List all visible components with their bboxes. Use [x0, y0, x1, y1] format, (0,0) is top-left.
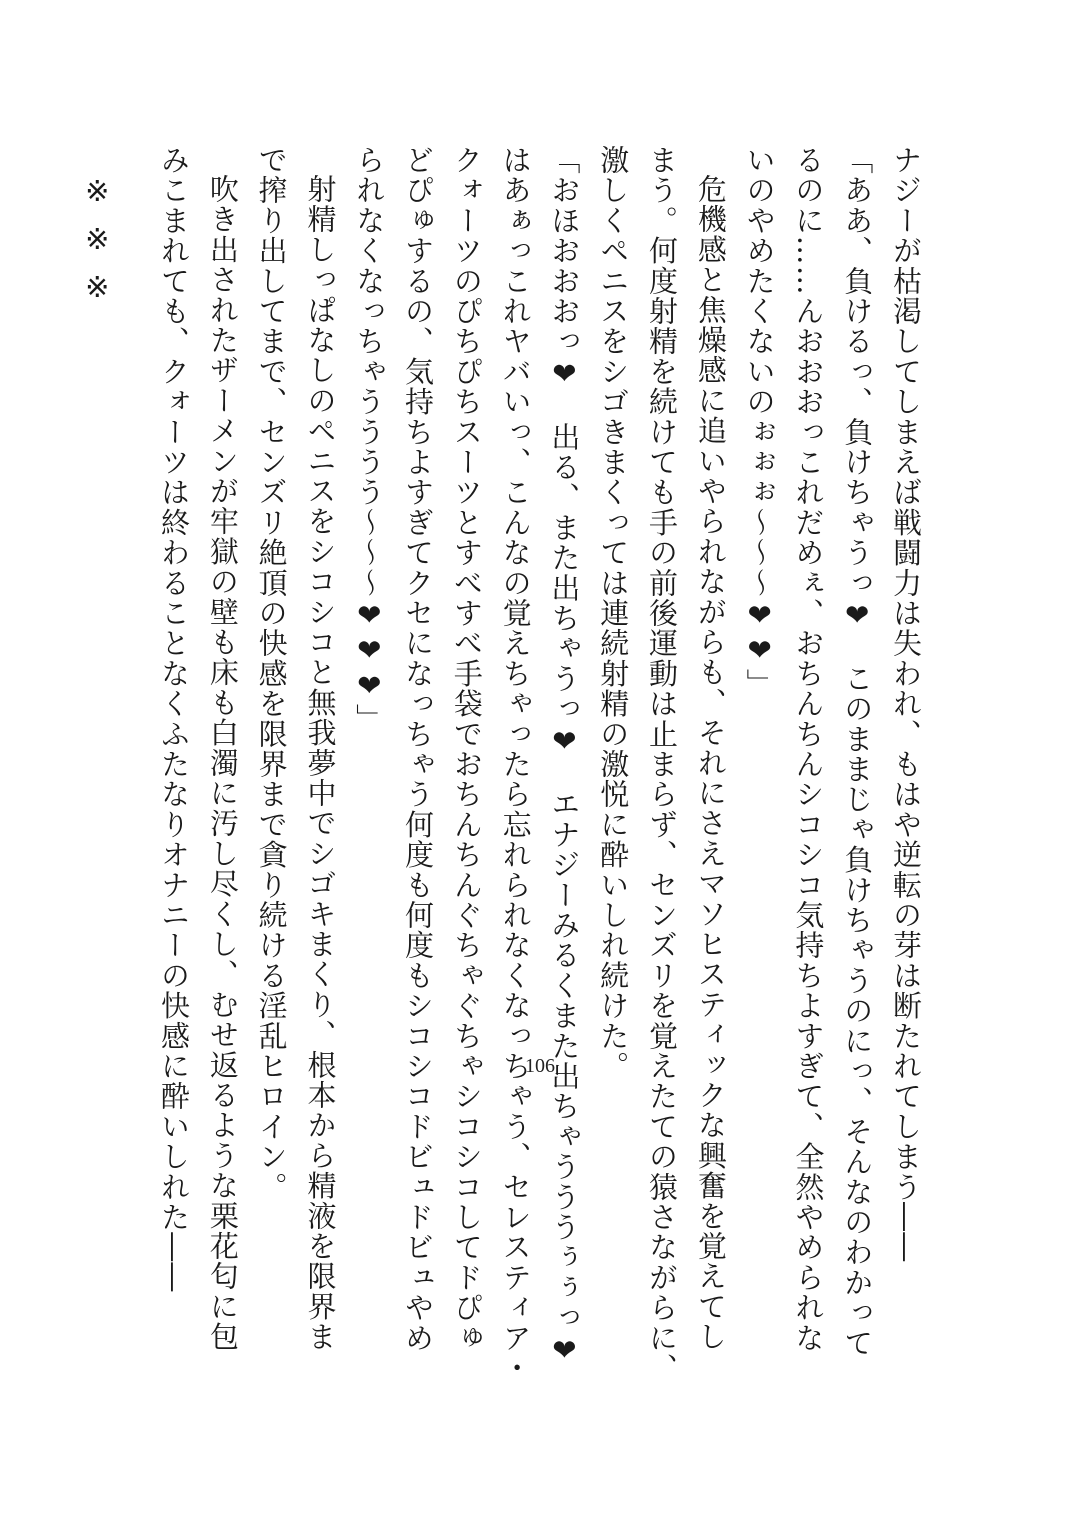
text-line: ナジーが枯渇してしまえば戦闘力は失われ、もはや逆転の芽は断たれてしまう――: [889, 145, 923, 1263]
text-line: まう。何度射精を続けても手の前後運動は止まらず、センズリを覚えたての猿さながらに、: [645, 145, 680, 1384]
text-line: 射精しっぱなしのペニスをシコシコと無我夢中でシゴキまくり、根本から精液を限界ま: [303, 174, 338, 1352]
section-separator: ※※※: [80, 174, 115, 318]
text-line: られなくなっちゃうううう～～～❤❤❤」: [352, 145, 387, 734]
vertical-text-block: [80, 145, 930, 1384]
text-line: はあぁっこれヤバいっ、こんなの覚えちゃったら忘れられなくなっちゃう、セレスティア・: [498, 145, 533, 1384]
page-number: 106: [525, 1055, 555, 1077]
text-line: みこまれても、クォーツは終わることなくふたなりオナニーの快感に酔いしれた――: [157, 145, 192, 1293]
text-line: で搾り出してまで、センズリ絶頂の快感を限界まで貪り続ける淫乱ヒロイン。: [254, 145, 289, 1202]
text-line: 「ああ、負けるっ、負けちゃうっ❤ このままじゃ負けちゃうのにっ、そんなのわかって: [840, 145, 875, 1358]
text-line: いのやめたくないのぉぉぉ～～～❤❤」: [742, 145, 777, 699]
text-line: 吹き出されたザーメンが牢獄の壁も床も白濁に汚し尽くし、むせ返るような栗花匂に包: [205, 174, 240, 1352]
text-line: クォーツのぴちぴちスーツとすべすべ手袋でおちんちんぐちゃぐちゃシコシコしてドぴゅ: [449, 145, 484, 1353]
text-line: 危機感と焦燥感に追いやられながらも、それにさえマソヒスティックな興奮を覚えてし: [693, 174, 728, 1352]
text-line: るのに……んおおおっこれだめぇ、おちんちんシコシコ気持ちよすぎて、全然やめられな: [791, 145, 826, 1353]
text-line: どぴゅするの、気持ちよすぎてクセになっちゃう何度も何度もシコシコドビュドビュやめ: [401, 145, 436, 1353]
text-line: 「おほおおおっ❤ 出る、また出ちゃうっ❤ エナジーみるくまた出ちゃうううぅぅっ❤: [547, 145, 582, 1368]
text-line: 激しくペニスをシゴきまくっては連続射精の激悦に酔いしれ続けた。: [596, 145, 631, 1082]
